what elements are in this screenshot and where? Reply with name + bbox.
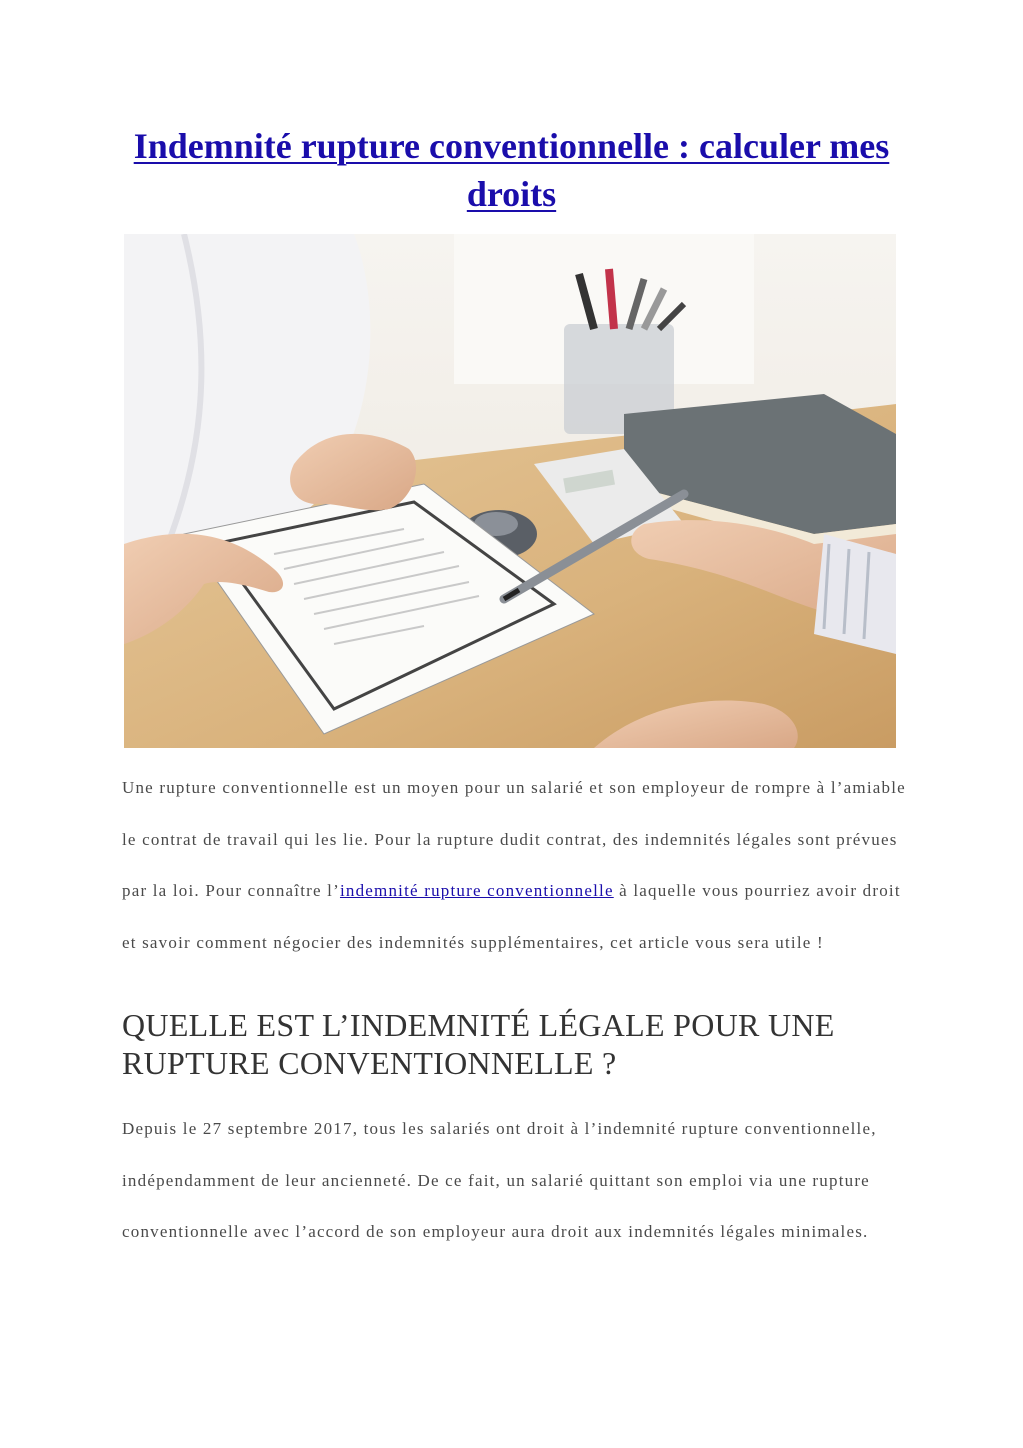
contract-signing-photo (124, 234, 896, 748)
title-link[interactable]: Indemnité rupture conventionnelle : calculer mes droits (133, 126, 890, 214)
indemnite-rupture-link[interactable]: indemnité rupture conventionnelle (339, 881, 614, 900)
section-heading: QUELLE EST L’INDEMNITÉ LÉGALE POUR UNE RUPTURE CONVENTIONNELLE ? (122, 1007, 835, 1081)
intro-text-before-link: Une rupture conventionnelle est un moyen pour un salarié et son employeur de rompre à l’amiable le contrat de travail qui les lie. Pour la rupture dudit contrat, des indemnités légales sont prévues par la loi. Pour connaître l’ (122, 778, 906, 900)
intro-text-after-link: à laquelle vous pourriez avoir droit et savoir comment négocier des indemnités supplémentaires, cet article vous sera utile ! (122, 881, 901, 952)
section-paragraph: Depuis le 27 septembre 2017, tous les salariés ont droit à l’indemnité rupture conventionnelle, indépendamment de leur ancienneté. De ce fait, un salarié quittant son emploi via une rupture conventionnelle avec l’accord de son employeur aura droit aux indemnités légales minimales. (122, 1119, 877, 1241)
hero-photo (124, 234, 896, 748)
intro-paragraph (122, 762, 912, 968)
page-title (100, 122, 923, 218)
